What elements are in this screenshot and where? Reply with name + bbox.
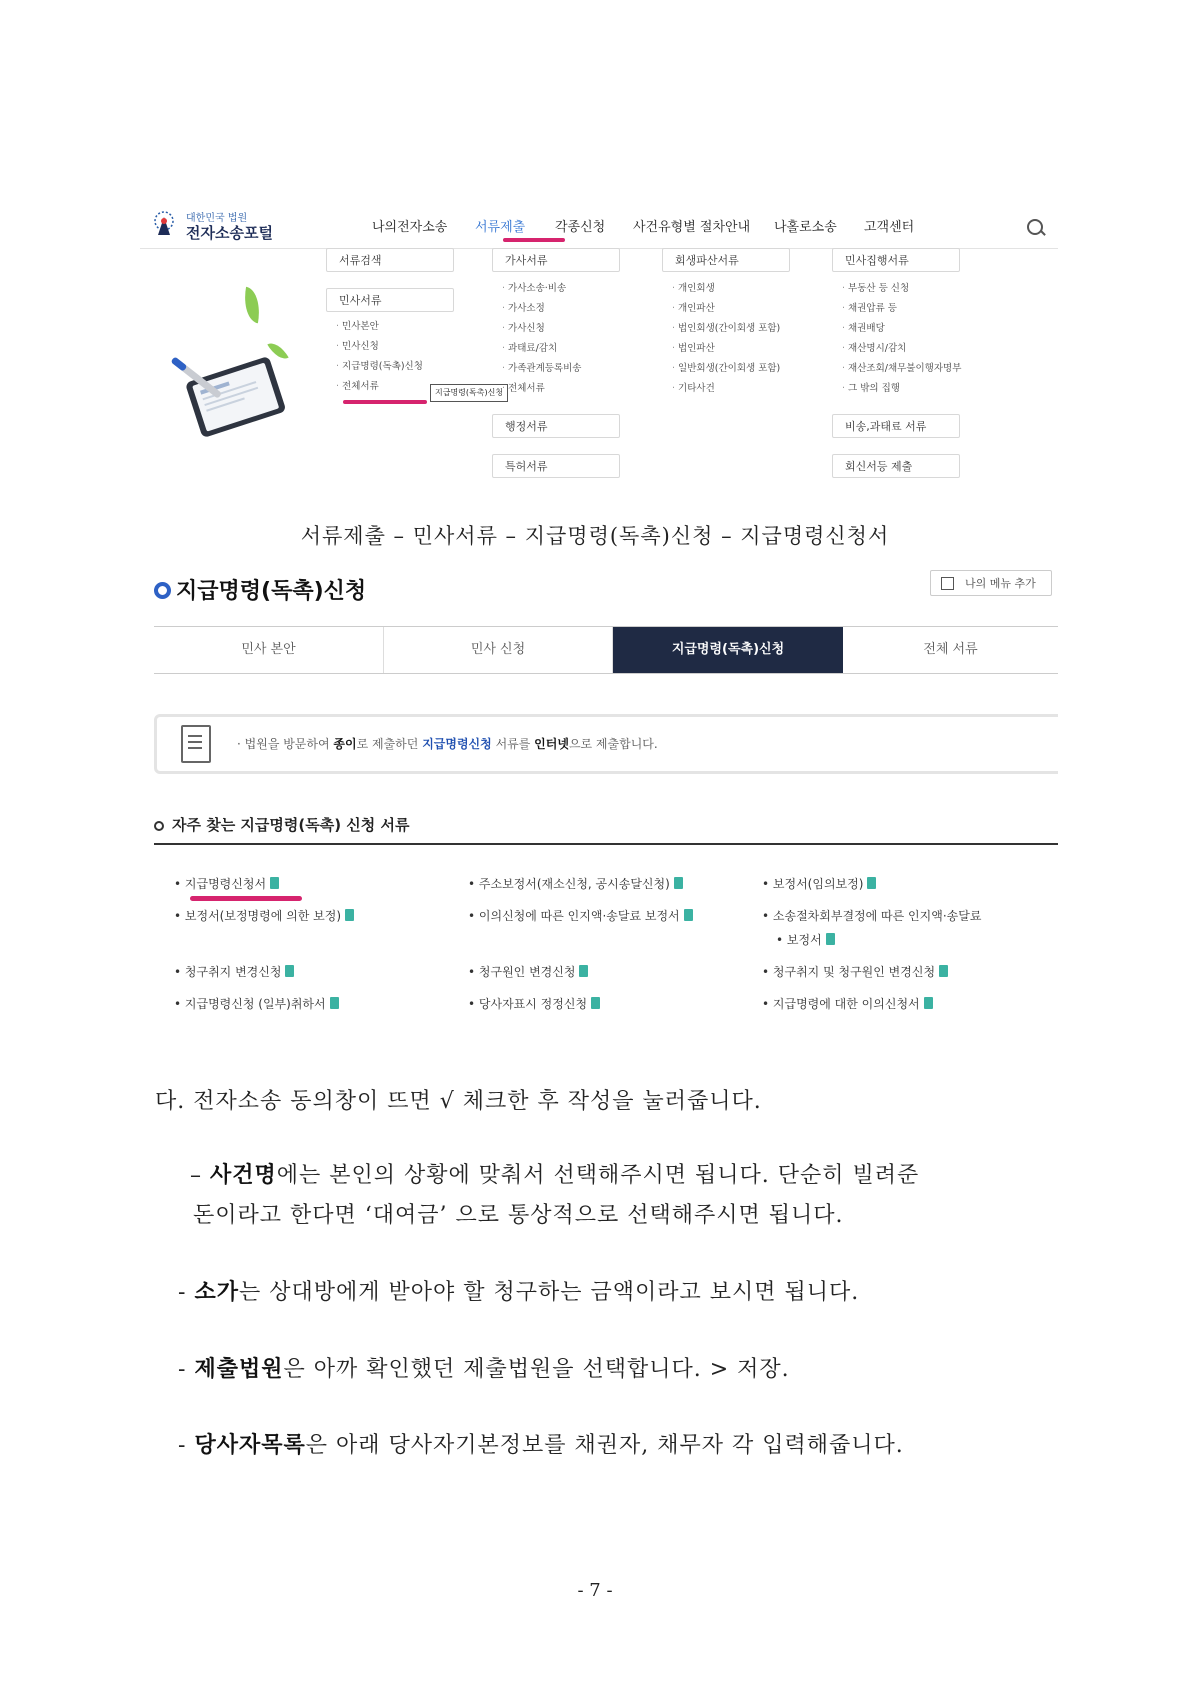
nav-active-underline — [503, 238, 565, 242]
download-icon[interactable] — [579, 965, 588, 977]
doc-link-continued[interactable]: • 보정서 — [776, 928, 835, 952]
court-emblem-icon — [148, 209, 180, 239]
submenu-payment-order[interactable]: · 지급명령(독촉)신청 — [336, 360, 423, 374]
tab-all-documents[interactable]: 전체 서류 — [923, 642, 978, 657]
download-icon[interactable] — [285, 965, 294, 977]
submenu-family-item[interactable]: · 가사소송·비송 — [502, 282, 566, 296]
document-pen-icon — [181, 725, 211, 763]
submenu-execution-item[interactable]: · 재산명시/감치 — [842, 342, 906, 356]
info-notice-text: · 법원을 방문하여 종이로 제출하던 지급명령신청 서류를 인터넷으로 제출합니다. — [237, 737, 658, 751]
doc-link[interactable]: • 주소보정서(재소신청, 공시송달신청) — [468, 872, 683, 896]
download-icon[interactable] — [330, 997, 339, 1009]
submenu-rehab-item[interactable]: · 개인회생 — [672, 282, 715, 296]
figure-caption: 서류제출 – 민사서류 – 지급명령(독촉)신청 – 지급명령신청서 — [300, 524, 890, 548]
nav-document-submit[interactable]: 서류제출 — [475, 220, 526, 235]
submenu-execution-item[interactable]: · 채권배당 — [842, 322, 885, 336]
download-icon[interactable] — [924, 997, 933, 1009]
search-icon[interactable] — [1027, 219, 1043, 235]
paragraph-case-name: – 사건명에는 본인의 상황에 맞춰서 선택해주시면 됩니다. 단순히 빌려준 — [190, 1163, 920, 1188]
portal-screenshot — [140, 198, 1058, 506]
portal-header — [140, 198, 1058, 249]
submenu-execution-item[interactable]: · 재산조회/채무불이행자명부 — [842, 362, 961, 376]
doc-link[interactable]: • 지급명령신청 (일부)취하서 — [174, 992, 339, 1016]
doc-link[interactable]: • 청구원인 변경신청 — [468, 960, 588, 984]
submenu-rehab-item[interactable]: · 개인파산 — [672, 302, 715, 316]
download-icon[interactable] — [345, 909, 354, 921]
edit-icon — [941, 577, 954, 590]
nav-self-litigation[interactable]: 나홀로소송 — [774, 220, 837, 235]
payment-order-screenshot — [140, 556, 1058, 1046]
tablet-pen-illustration — [156, 288, 306, 438]
paragraph-case-name-line2: 돈이라고 한다면 ‘대여금’ 으로 통상적으로 선택해주시면 됩니다. — [193, 1203, 844, 1228]
tab-civil-application[interactable]: 민사 신청 — [384, 627, 613, 673]
submenu-family-item[interactable]: · 가사신청 — [502, 322, 545, 336]
page-title: 지급명령(독촉)신청 — [176, 579, 367, 604]
doc-link[interactable]: • 이의신청에 따른 인지액·송달료 보정서 — [468, 904, 693, 928]
submenu-family-item[interactable]: · 과태료/감치 — [502, 342, 557, 356]
doc-link[interactable]: • 지급명령에 대한 이의신청서 — [762, 992, 933, 1016]
logo-title: 전자소송포털 — [186, 224, 273, 242]
nav-case-guide[interactable]: 사건유형별 절차안내 — [633, 220, 751, 235]
download-icon[interactable] — [674, 877, 683, 889]
submenu-execution-item[interactable]: · 채권압류 등 — [842, 302, 897, 316]
paragraph-court: - 제출법원은 아까 확인했던 제출법원을 선택합니다. > 저장. — [178, 1357, 790, 1382]
document-tabs — [154, 626, 1058, 674]
nav-my-ecourt[interactable]: 나의전자소송 — [372, 220, 448, 235]
download-icon[interactable] — [867, 877, 876, 889]
doc-link[interactable]: • 당사자표시 정정신청 — [468, 992, 600, 1016]
add-my-menu-label: 나의 메뉴 추가 — [965, 577, 1036, 590]
submenu-family-item[interactable]: · 전체서류 — [502, 382, 545, 396]
paragraph-step: 다. 전자소송 동의창이 뜨면 √ 체크한 후 작성을 눌러줍니다. — [155, 1089, 762, 1114]
doc-link[interactable]: • 청구취지 변경신청 — [174, 960, 294, 984]
submenu-civil-application[interactable]: · 민사신청 — [336, 340, 379, 354]
doc-link[interactable]: • 소송절차회부결정에 따른 인지액·송달료 — [762, 904, 981, 928]
paragraph-parties: - 당사자목록은 아래 당사자기본정보를 채권자, 채무자 각 입력해줍니다. — [178, 1433, 904, 1458]
download-icon[interactable] — [270, 877, 279, 889]
submenu-civil-main[interactable]: · 민사본안 — [336, 320, 379, 334]
menu-rehabilitation-documents[interactable]: 회생파산서류 — [662, 248, 790, 272]
download-icon[interactable] — [939, 965, 948, 977]
doc-link[interactable]: • 보정서(보정명령에 의한 보정) — [174, 904, 354, 928]
menu-family-documents[interactable]: 가사서류 — [492, 248, 620, 272]
highlight-underline — [343, 400, 427, 404]
submenu-family-item[interactable]: · 가족관계등록비송 — [502, 362, 581, 376]
add-my-menu-button[interactable] — [930, 570, 1052, 596]
download-icon[interactable] — [684, 909, 693, 921]
submenu-execution-item[interactable]: · 그 밖의 집행 — [842, 382, 900, 396]
menu-admin-documents[interactable]: 행정서류 — [492, 414, 620, 438]
doc-link[interactable]: • 지급명령신청서 — [174, 872, 279, 896]
page-number: - 7 - — [577, 1580, 613, 1601]
submenu-rehab-item[interactable]: · 법인회생(간이회생 포함) — [672, 322, 780, 336]
highlight-underline — [190, 896, 302, 901]
menu-noncontentious-documents[interactable]: 비송,과태료 서류 — [832, 414, 960, 438]
menu-patent-documents[interactable]: 특허서류 — [492, 454, 620, 478]
paragraph-claim-amount: - 소가는 상대방에게 받아야 할 청구하는 금액이라고 보시면 됩니다. — [178, 1280, 860, 1305]
download-icon[interactable] — [826, 933, 835, 945]
doc-link[interactable]: • 보정서(임의보정) — [762, 872, 876, 896]
section-heading: 자주 찾는 지급명령(독촉) 신청 서류 — [154, 814, 409, 835]
info-notice-box — [154, 714, 1058, 774]
download-icon[interactable] — [591, 997, 600, 1009]
submenu-family-item[interactable]: · 가사소정 — [502, 302, 545, 316]
section-divider — [154, 843, 1058, 845]
nav-customer-center[interactable]: 고객센터 — [864, 220, 915, 235]
submenu-rehab-item[interactable]: · 기타사건 — [672, 382, 715, 396]
tab-payment-order[interactable]: 지급명령(독촉)신청 — [613, 627, 843, 673]
submenu-rehab-item[interactable]: · 일반회생(간이회생 포함) — [672, 362, 780, 376]
hover-tooltip: 지급명령(독촉)신청 — [430, 384, 508, 402]
title-bullet-icon — [154, 582, 171, 599]
submenu-rehab-item[interactable]: · 법인파산 — [672, 342, 715, 356]
nav-applications[interactable]: 각종신청 — [555, 220, 606, 235]
tab-civil-main[interactable]: 민사 본안 — [154, 627, 384, 673]
logo-subtitle: 대한민국 법원 — [186, 213, 248, 224]
doc-link[interactable]: • 청구취지 및 청구원인 변경신청 — [762, 960, 948, 984]
portal-logo[interactable] — [148, 207, 308, 241]
menu-document-search[interactable]: 서류검색 — [326, 248, 454, 272]
submenu-execution-item[interactable]: · 부동산 등 신청 — [842, 282, 909, 296]
menu-execution-documents[interactable]: 민사집행서류 — [832, 248, 960, 272]
menu-reply-submit[interactable]: 회신서등 제출 — [832, 454, 960, 478]
submenu-all-documents[interactable]: · 전체서류 — [336, 380, 379, 394]
menu-civil-documents[interactable]: 민사서류 — [326, 288, 454, 312]
